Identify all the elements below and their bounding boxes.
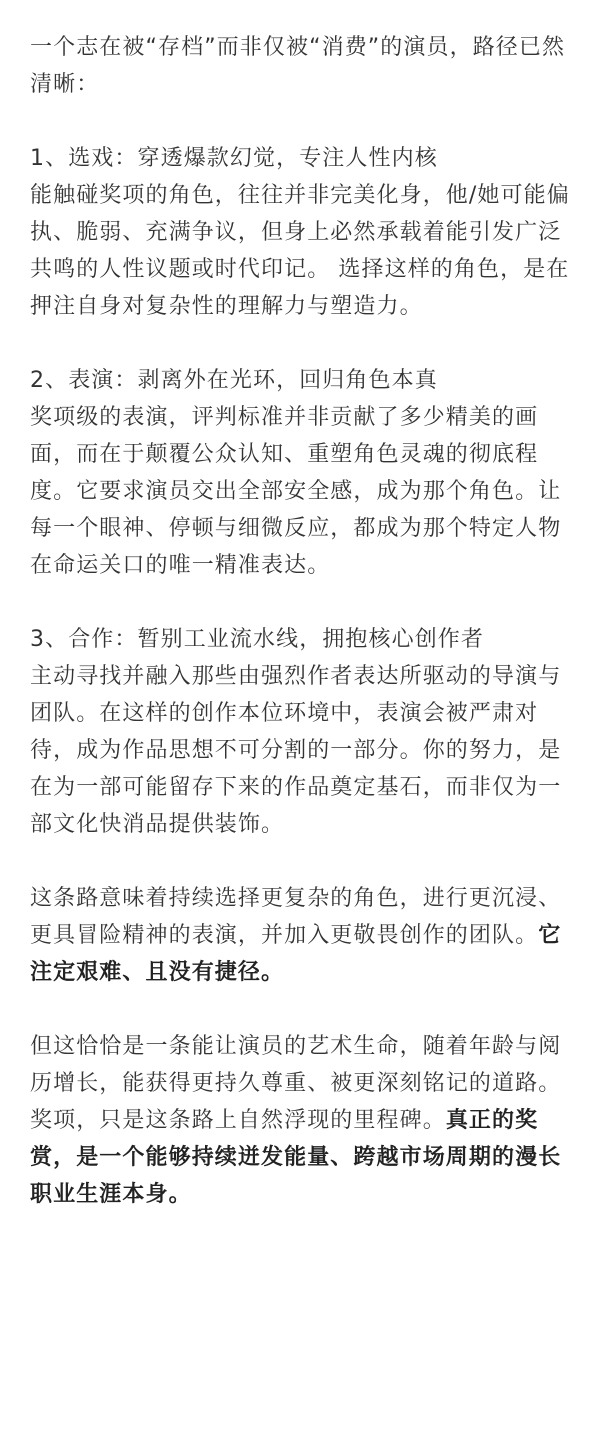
- paragraph-gap: [30, 103, 572, 140]
- conclusion-paragraph-2: [30, 1028, 572, 1213]
- conclusion-text: 这条路意味着持续选择更复杂的角色，进行更沉浸、更具冒险精神的表演，并加入更敬畏创作的团队。: [30, 886, 562, 948]
- conclusion-text: 但这恰恰是一条能让演员的艺术生命，随着年龄与阅历增长，能获得更持久尊重、被更深刻铭记的道路。奖项，只是这条路上自然浮现的里程碑。: [30, 1034, 562, 1133]
- conclusion-emphasis: 它注定艰难、且没有捷径。: [30, 923, 562, 985]
- section-body: 主动寻找并融入那些由强烈作者表达所驱动的导演与团队。在这样的创作本位环境中，表演会被严肃对待，成为作品思想不可分割的一部分。你的努力，是在为一部可能留存下来的作品奠定基石，而非仅为一部文化快消品提供装饰。: [30, 664, 562, 837]
- section-heading: 3、合作：暂别工业流水线，拥抱核心创作者: [30, 627, 484, 652]
- section-heading: 1、选戏：穿透爆款幻觉，专注人性内核: [30, 146, 438, 171]
- section-performance: [30, 362, 572, 584]
- paragraph-gap: [30, 991, 572, 1028]
- paragraph-gap: [30, 584, 572, 621]
- paragraph-gap: [30, 843, 572, 880]
- paragraph-gap: [30, 325, 572, 362]
- section-collaboration: [30, 621, 572, 843]
- conclusion-paragraph-1: [30, 880, 572, 991]
- section-body: 能触碰奖项的角色，往往并非完美化身，他/她可能偏执、脆弱、充满争议，但身上必然承载着能引发广泛共鸣的人性议题或时代印记。 选择这样的角色，是在押注自身对复杂性的理解力与塑造力。: [30, 183, 570, 319]
- section-selection: [30, 140, 572, 325]
- article-body: [30, 29, 572, 1213]
- section-heading: 2、表演：剥离外在光环，回归角色本真: [30, 368, 438, 393]
- intro-paragraph: 一个志在被“存档”而非仅被“消费”的演员，路径已然清晰：: [30, 35, 566, 97]
- conclusion-emphasis: 真正的奖赏，是一个能够持续迸发能量、跨越市场周期的漫长职业生涯本身。: [30, 1108, 562, 1207]
- section-body: 奖项级的表演，评判标准并非贡献了多少精美的画面，而在于颠覆公众认知、重塑角色灵魂的彻底程度。它要求演员交出全部安全感，成为那个角色。让每一个眼神、停顿与细微反应，都成为那个特定人物在命运关口的唯一精准表达。: [30, 405, 562, 578]
